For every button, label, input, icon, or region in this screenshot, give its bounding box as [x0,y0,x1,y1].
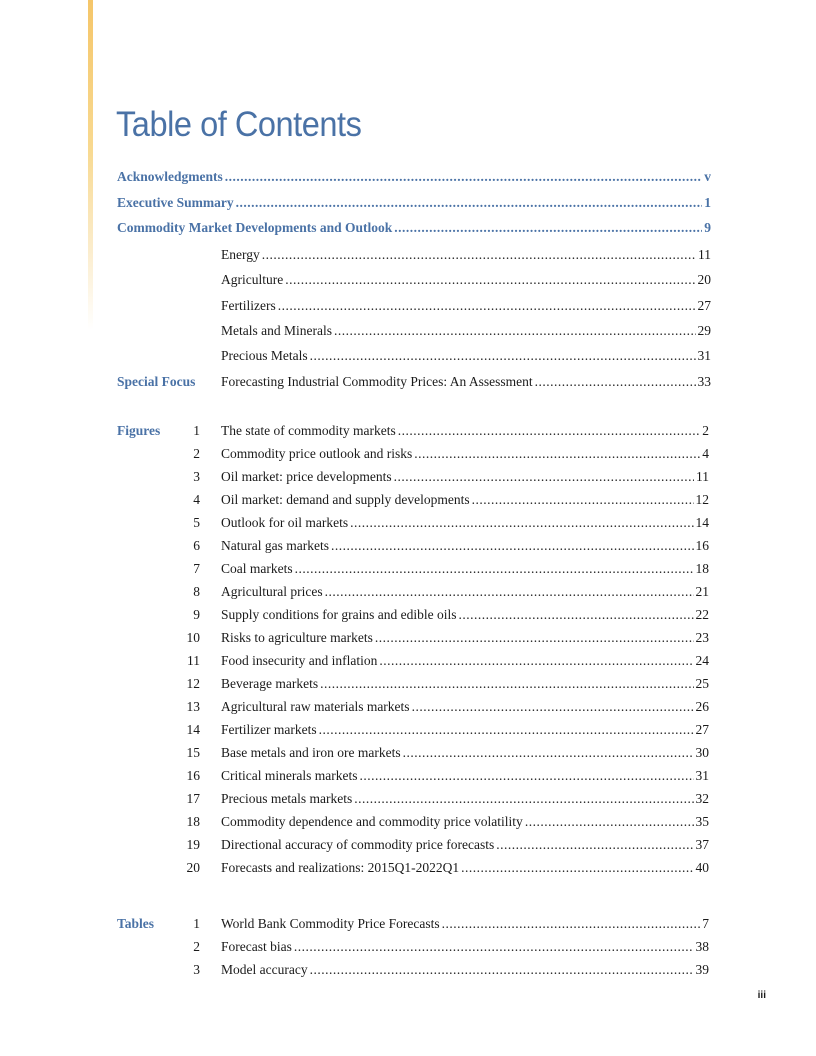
toc-entry-label: Executive Summary [117,195,234,210]
toc-subentry-energy[interactable] [221,246,711,264]
toc-subentry-fertilizers[interactable] [221,297,711,315]
toc-entry-page: 39 [695,962,709,977]
dot-leader [414,445,700,463]
toc-entry-page: 37 [695,837,709,852]
figure-number: 8 [193,584,200,599]
dot-leader [461,859,693,877]
figure-entry[interactable] [221,721,709,739]
dot-leader [525,813,694,831]
figure-number: 16 [186,768,200,783]
figure-entry[interactable] [221,744,709,762]
toc-entry-page: 2 [702,423,709,438]
toc-entry-page: 33 [697,374,711,389]
toc-entry-label: Precious metals markets [221,791,353,806]
toc-entry-label: Forecast bias [221,939,292,954]
figure-number: 15 [186,745,200,760]
figure-entry[interactable] [221,790,709,808]
dot-leader [310,347,696,365]
toc-entry-page: 20 [697,272,711,287]
toc-entry-label: Precious Metals [221,348,308,363]
toc-entry-page: 26 [695,699,709,714]
toc-entry-page: 29 [697,323,711,338]
toc-entry-label: Supply conditions for grains and edible oils [221,607,457,622]
toc-entry-executive-summary[interactable] [117,194,711,212]
dot-leader [458,606,693,624]
dot-leader [496,836,693,854]
figure-entry[interactable] [221,583,709,601]
figure-number: 9 [193,607,200,622]
toc-entry-page: 4 [702,446,709,461]
toc-entry-label: Agriculture [221,272,284,287]
figure-entry[interactable] [221,514,709,532]
toc-entry-page: 18 [695,561,709,576]
table-entry[interactable] [221,961,709,979]
dot-leader [331,537,694,555]
dot-leader [379,652,693,670]
toc-subentry-agriculture[interactable] [221,271,711,289]
toc-entry-page: 38 [695,939,709,954]
toc-entry-page: 40 [695,860,709,875]
dot-leader [394,468,694,486]
toc-entry-page: 25 [695,676,709,691]
dot-leader [295,560,694,578]
toc-entry-label: Metals and Minerals [221,323,332,338]
figure-number: 20 [186,860,200,875]
toc-entry-label: Beverage markets [221,676,319,691]
figure-number: 5 [193,515,200,530]
toc-entry-label: Outlook for oil markets [221,515,349,530]
figure-entry[interactable] [221,468,709,486]
toc-entry-label: Food insecurity and inflation [221,653,378,668]
toc-entry-label: Model accuracy [221,962,308,977]
toc-entry-label: Fertilizers [221,298,276,313]
toc-entry-label: Forecasting Industrial Commodity Prices: An Assessment [221,374,533,389]
figure-number: 14 [186,722,200,737]
dot-leader [359,767,693,785]
figure-number: 19 [186,837,200,852]
dot-leader [375,629,694,647]
table-number: 2 [193,939,200,954]
toc-entry-page: 7 [702,916,709,931]
toc-entry-page: 12 [695,492,709,507]
toc-entry-page: 14 [695,515,709,530]
figure-number: 11 [187,653,200,668]
toc-subentry-metals-and-minerals[interactable] [221,322,711,340]
toc-entry-page: 27 [697,298,711,313]
figure-entry[interactable] [221,767,709,785]
dot-leader [310,961,694,979]
toc-entry-label: Critical minerals markets [221,768,358,783]
figure-entry[interactable] [221,629,709,647]
toc-entry-label: Energy [221,247,260,262]
figure-number: 7 [193,561,200,576]
toc-entry-label: Agricultural prices [221,584,323,599]
figure-number: 1 [193,423,200,438]
dot-leader [285,271,695,289]
dot-leader [325,583,694,601]
page-number: iii [757,990,766,1001]
figure-entry[interactable] [221,698,709,716]
dot-leader [278,297,696,315]
toc-entry-page: 1 [704,195,711,210]
figure-entry[interactable] [221,560,709,578]
toc-subentry-precious-metals[interactable] [221,347,711,365]
toc-entry-page: 11 [698,247,711,262]
table-number: 3 [193,962,200,977]
figure-entry[interactable] [221,422,709,440]
toc-entry-label: The state of commodity markets [221,423,396,438]
dot-leader [394,219,702,237]
toc-entry-label: Commodity Market Developments and Outlook [117,220,393,235]
toc-entry-page: 31 [695,768,709,783]
figure-number: 4 [193,492,200,507]
table-entry[interactable] [221,915,709,933]
toc-entry-page: 16 [695,538,709,553]
figure-number: 6 [193,538,200,553]
figure-number: 13 [186,699,200,714]
dot-leader [334,322,696,340]
table-entry[interactable] [221,938,709,956]
toc-entry-label: World Bank Commodity Price Forecasts [221,916,440,931]
decorative-accent-bar [88,0,93,330]
figure-number: 2 [193,446,200,461]
toc-entry-page: 35 [695,814,709,829]
dot-leader [225,168,702,186]
toc-entry-label: Acknowledgments [117,169,223,184]
toc-entry-commodity-market-developments[interactable] [117,219,711,237]
figure-entry[interactable] [221,491,709,509]
toc-entry-label: Forecasts and realizations: 2015Q1-2022Q1 [221,860,460,875]
figure-entry[interactable] [221,675,709,693]
dot-leader [320,675,693,693]
toc-entry-label: Commodity price outlook and risks [221,446,413,461]
toc-entry-label: Coal markets [221,561,293,576]
toc-entry-page: 31 [697,348,711,363]
toc-entry-label: Fertilizer markets [221,722,317,737]
toc-entry-page: 30 [695,745,709,760]
toc-entry-label: Risks to agriculture markets [221,630,373,645]
figure-entry[interactable] [221,652,709,670]
dot-leader [442,915,701,933]
figure-entry[interactable] [221,836,709,854]
toc-entry-label: Directional accuracy of commodity price forecasts [221,837,495,852]
dot-leader [294,938,694,956]
figure-number: 3 [193,469,200,484]
toc-entry-label: Oil market: price developments [221,469,392,484]
toc-entry-page: 21 [695,584,709,599]
figure-entry[interactable] [221,445,709,463]
toc-entry-page: 11 [696,469,709,484]
page-title: Table of Contents [116,105,362,144]
dot-leader [319,721,694,739]
figure-entry[interactable] [221,537,709,555]
toc-entry-page: 23 [695,630,709,645]
figures-heading: Figures [117,423,161,438]
dot-leader [398,422,701,440]
figure-entry[interactable] [221,813,709,831]
dot-leader [403,744,694,762]
dot-leader [472,491,694,509]
toc-entry-label: Agricultural raw materials markets [221,699,410,714]
figure-number: 17 [186,791,200,806]
special-focus-heading: Special Focus [117,374,196,389]
toc-entry-page: 24 [695,653,709,668]
toc-entry-acknowledgments[interactable] [117,168,711,186]
toc-entry-page: 22 [695,607,709,622]
tables-heading: Tables [117,916,155,931]
toc-entry-page: 9 [704,220,711,235]
toc-entry-label: Oil market: demand and supply developments [221,492,470,507]
table-number: 1 [193,916,200,931]
figure-entry[interactable] [221,859,709,877]
toc-entry-page: 27 [695,722,709,737]
figure-entry[interactable] [221,606,709,624]
dot-leader [354,790,693,808]
figure-number: 18 [186,814,200,829]
toc-entry-special-focus[interactable] [117,373,711,391]
toc-entry-page: 32 [695,791,709,806]
dot-leader [236,194,703,212]
toc-entry-label: Commodity dependence and commodity price volatility [221,814,523,829]
dot-leader [535,373,696,391]
dot-leader [412,698,694,716]
dot-leader [262,246,696,264]
figure-number: 12 [186,676,200,691]
toc-entry-label: Natural gas markets [221,538,329,553]
toc-entry-page: v [704,169,711,184]
figure-number: 10 [186,630,200,645]
toc-entry-label: Base metals and iron ore markets [221,745,401,760]
dot-leader [350,514,693,532]
